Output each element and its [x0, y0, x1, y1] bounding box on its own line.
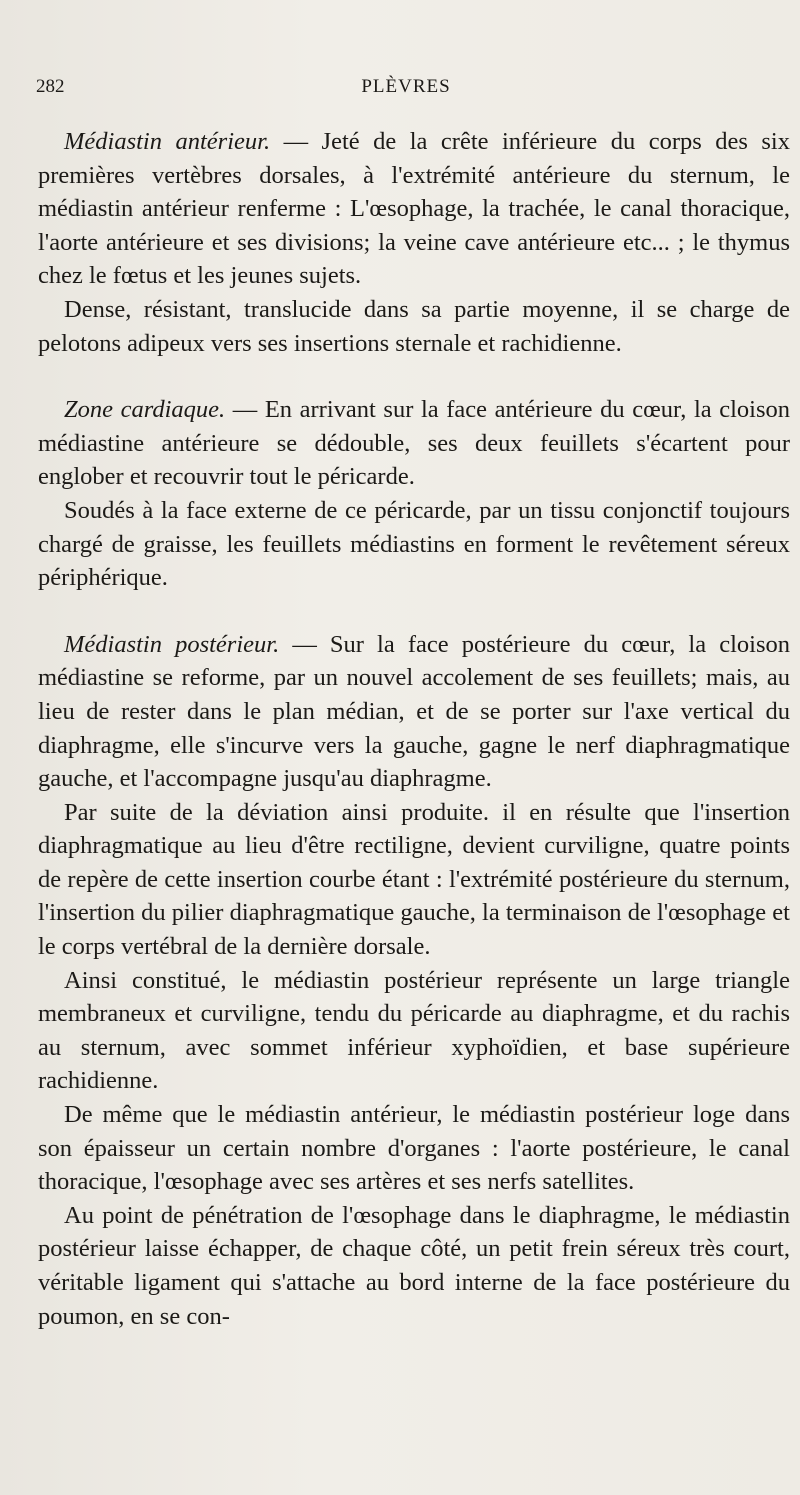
paragraph-text: — Sur la face postérieure du cœur, la cloison médiastine se reforme, par un nouvel accolement de ses feuillets; mais, au lieu de rester dans le plan médian, et de se porter sur l'axe vertical du diaphragme, elle s'incurve vers la gauche, gagne le nerf diaphragmatique gauche, et l'accompagne jusqu'au diaphragme.: [38, 630, 790, 793]
paragraph-text: — Jeté de la crête inférieure du corps des six premières vertèbres dorsales, à l'extrémité antérieure du sternum, le médiastin antérieur renferme : L'œsophage, la trachée, le canal thoracique, l'aorte antérieure et ses divisions; la veine cave antérieure etc... ; le thymus chez le fœtus et les jeunes sujets.: [38, 128, 790, 290]
paragraph: [38, 393, 790, 494]
paragraph: Ainsi constitué, le médiastin postérieur représente un large triangle membraneux et curviligne, tendu du péricarde au diaphragme, et du rachis au sternum, avec sommet inférieur xyphoïdien, et base supérieure rachidienne.: [38, 966, 790, 1095]
running-title: PLÈVRES: [361, 76, 451, 97]
paragraph: De même que le médiastin antérieur, le médiastin postérieur loge dans son épaisseur un certain nombre d'organes : l'aorte postérieure, le canal thoracique, l'œsophage avec ses artères et ses nerfs satellites.: [38, 1101, 790, 1196]
section-heading: Médiastin postérieur.: [64, 630, 280, 658]
paragraph: Par suite de la déviation ainsi produite. il en résulte que l'insertion diaphragmatique au lieu d'être rectiligne, devient curviligne, quatre points de repère de cette insertion courbe étant : l'extrémité postérieure du sternum, l'insertion du pilier diaphragmatique gauche, la terminaison de l'œsophage et le corps vertébral de la dernière dorsale.: [38, 798, 790, 961]
page-number: 282: [36, 76, 65, 97]
paragraph: Dense, résistant, translucide dans sa partie moyenne, il se charge de pelotons adipeux vers ses insertions sternale et rachidienne.: [38, 295, 790, 357]
section-heading: Médiastin antérieur.: [64, 128, 271, 155]
paragraph: [38, 628, 790, 796]
paragraph: Soudés à la face externe de ce péricarde, par un tissu conjonctif toujours chargé de graisse, les feuillets médiastins en forment le revêtement séreux périphérique.: [38, 496, 790, 592]
body-text: [38, 125, 790, 1333]
page-header: [36, 76, 776, 106]
paragraph-text: — En arrivant sur la face antérieure du cœur, la cloison médiastine antérieure se dédouble, ses deux feuillets s'écartent pour englober et recouvrir tout le péricarde.: [38, 396, 790, 491]
section-heading: Zone cardiaque.: [64, 396, 226, 424]
paragraph: [38, 125, 790, 293]
paragraph: Au point de pénétration de l'œsophage dans le diaphragme, le médiastin postérieur laisse échapper, de chaque côté, un petit frein séreux très court, véritable ligament qui s'attache au bord interne de la face postérieure du poumon, en se con-: [38, 1201, 790, 1330]
